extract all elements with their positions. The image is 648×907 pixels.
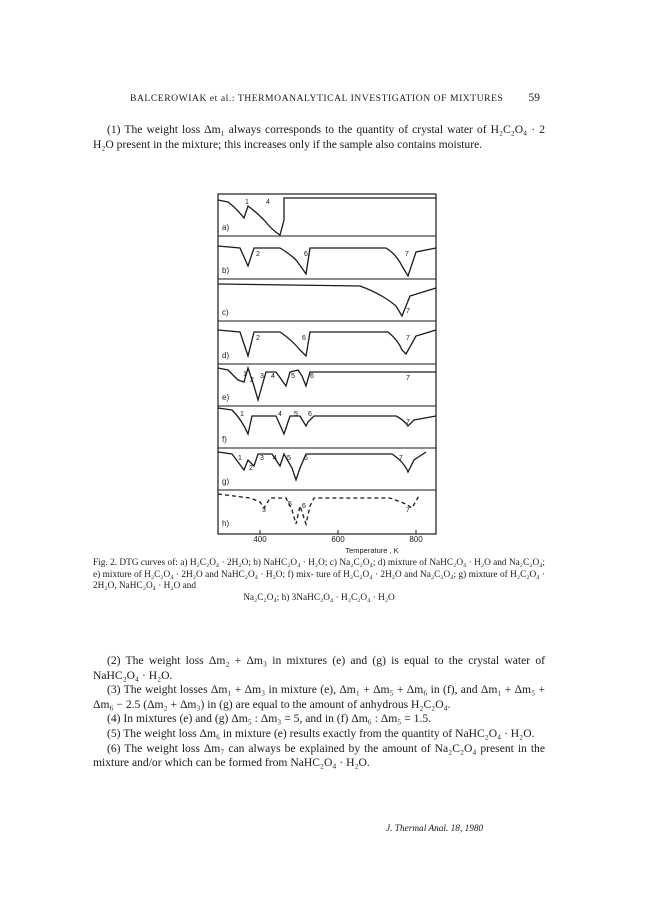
figure-caption: [93, 558, 545, 604]
paragraph-1: [93, 123, 545, 152]
panel-label-h: h): [222, 519, 230, 528]
peak-a-4: 4: [266, 199, 270, 206]
peak-e-2: 2: [250, 377, 254, 384]
peak-d-2: 2: [256, 335, 260, 342]
peak-g-5: 5: [287, 455, 291, 462]
peak-e-1: 1: [243, 371, 247, 378]
panel-label-c: c): [222, 308, 229, 317]
peak-c-7: 7: [406, 308, 410, 315]
panel-label-a: a): [222, 223, 230, 232]
curve-d: [218, 330, 436, 356]
peak-b-2: 2: [256, 251, 260, 258]
panel-label-d: d): [222, 351, 230, 360]
peak-g-4: 4: [273, 455, 277, 462]
curve-c: [218, 284, 436, 316]
peak-b-6: 6: [304, 251, 308, 258]
peak-b-7: 7: [405, 251, 409, 258]
peak-g-7: 7: [399, 455, 403, 462]
panel-label-f: f): [222, 435, 227, 444]
dtg-figure: [210, 190, 442, 562]
peak-g-1: 1: [238, 455, 242, 462]
page-number: 59: [528, 92, 540, 104]
paragraph-2: (2) The weight loss Δm₂ + Δm₃ in mixtures (e) and (g) is equal to the crystal water of NaHC₂O₄ · H₂O.: [93, 654, 545, 682]
x-tick-400: 400: [253, 535, 267, 544]
paragraph-4: (4) In mixtures (e) and (g) Δm₅ : Δm₃ = 5, and in (f) Δm₆ : Δm₅ = 1.5.: [107, 712, 432, 726]
peak-e-3: 3: [260, 373, 264, 380]
paragraph-3: (3) The weight losses Δm₁ + Δm₃ in mixture (e), Δm₁ + Δm₅ + Δm₆ in (f), and Δm₁ + Δm₅ + Δm₆ − 2.5 (Δm₂ + Δm₃) in (g) are equal to the amount of anhydrous H₂C₂O₄.: [93, 683, 545, 711]
caption-line-3: ture of H₂C₂O₄ · 2H₂O and Na₂C₂O₄; g) mixture of H₂C₂O₄ · 2H₂O, NaHC₂O₄ · H₂O and: [93, 569, 545, 591]
curve-a: [218, 198, 436, 235]
running-title: BALCEROWIAK et al.: THERMOANALYTICAL INVESTIGATION OF MIXTURES: [130, 93, 504, 104]
peak-g-2: 2: [249, 465, 253, 472]
peak-e-6: 6: [310, 373, 314, 380]
curve-e: [218, 368, 436, 400]
peak-e-7: 7: [406, 375, 410, 382]
curve-b: [218, 246, 436, 276]
peak-a-1: 1: [245, 199, 249, 206]
x-axis-label: Temperature , K: [345, 546, 399, 555]
peak-h-6: 6: [302, 503, 306, 510]
panel-label-e: e): [222, 393, 230, 402]
caption-line-2: NaHC₂O₄ · H₂O and Na₂C₂O₄; e) mixture of H₂C₂O₄ · 2H₂O and NaHC₂O₄ · H₂O; f) mix-: [93, 558, 545, 580]
peak-h-5: 5: [288, 501, 292, 508]
curve-f: [218, 408, 436, 434]
running-header: [130, 93, 540, 104]
journal-footer: J. Thermal Anal. 18, 1980: [386, 824, 484, 834]
peak-d-7: 7: [406, 335, 410, 342]
peak-e-4: 4: [271, 373, 275, 380]
panel-label-g: g): [222, 477, 230, 486]
panel-dividers: [218, 236, 436, 490]
x-tick-800: 800: [409, 535, 423, 544]
peak-f-5: 5: [294, 411, 298, 418]
peak-h-3: 3: [262, 507, 266, 514]
paragraph-5: (5) The weight loss Δm₆ in mixture (e) results exactly from the quantity of NaHC₂O₄ · H₂O.: [107, 726, 535, 740]
peak-f-7: 7: [406, 419, 410, 426]
x-tick-600: 600: [331, 535, 345, 544]
curve-h: [218, 494, 420, 524]
peak-f-6: 6: [308, 411, 312, 418]
peak-f-4: 4: [278, 411, 282, 418]
paragraph-6: (6) The weight loss Δm₇ can always be explained by the amount of Na₂C₂O₄ present in the mixture and/or which can be formed from NaHC₂O₄ · H₂O.: [93, 741, 545, 770]
peak-g-6: 6: [304, 455, 308, 462]
caption-line-1: Fig. 2. DTG curves of: a) H₂C₂O₄ · 2H₂O; b) NaHC₂O₄ · H₂O; c) Na₂C₂O₄; d) mixture of: [93, 558, 427, 568]
panel-label-b: b): [222, 266, 230, 275]
paragraphs-2-6: [93, 654, 545, 771]
peak-f-1: 1: [240, 411, 244, 418]
peak-h-7: 7: [406, 507, 410, 514]
peak-d-6: 6: [302, 335, 306, 342]
peak-g-3: 3: [260, 455, 264, 462]
paragraph-1-text: (1) The weight loss Δm₁ always corresponds to the quantity of crystal water of H₂C₂O₄ · 2 H₂O present in the mixture; this increases only if the sample also contains moisture.: [93, 123, 545, 151]
peak-e-5: 5: [291, 373, 295, 380]
caption-line-4: Na₂C₂O₄; h) 3NaHC₂O₄ · H₂C₂O₄ · H₂O: [243, 592, 395, 603]
